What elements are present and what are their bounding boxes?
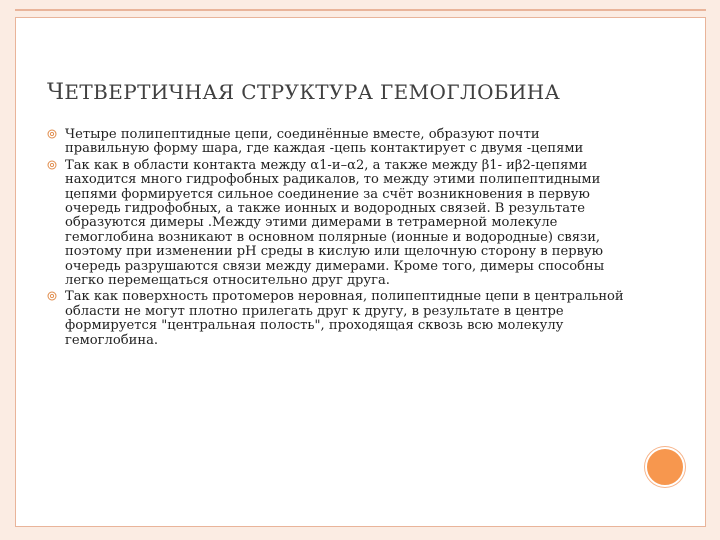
bullet-text: Четыре полипептидные цепи, соединённые вместе, образуют почти правильную форму шара, где каждая -цепь контактирует с двумя -цепями bbox=[65, 127, 584, 157]
top-divider bbox=[15, 9, 706, 11]
circle-flower-bullet-icon bbox=[47, 291, 57, 301]
bullet-text: Так как поверхность протомеров неровная, полипептидные цепи в центральной области не могут плотно прилегать друг к другу, в результате в центре формируется "центральная полость", проходящая сквозь всю молекулу гемоглобина. bbox=[65, 289, 624, 348]
title-first-letter: Ч bbox=[47, 80, 65, 105]
list-item bbox=[47, 159, 627, 289]
list-item bbox=[47, 128, 627, 157]
circle-flower-bullet-icon bbox=[47, 129, 57, 139]
orange-circle-icon bbox=[645, 447, 685, 487]
title-rest: ЕТВЕРТИЧНАЯ СТРУКТУРА ГЕМОГЛОБИНА bbox=[64, 80, 561, 104]
bullet-text: Так как в области контакта между α1-и–α2, а также между β1- иβ2-цепями находится много гидрофобных радикалов, то между этими полипептидными цепями формируется сильное соединение за счёт возникновения в первую очередь гидрофобных, а также ионных и водородных связей. В результате образуются димеры .Между этими димерами в тетрамерной молекуле гемоглобина возникают в основном полярные (ионные и водородные) связи, поэтому при изменении рН среды в кислую или щелочную сторону в первую очередь разрушаются связи между димерами. Кроме того, димеры способны легко перемещаться относительно друг друга. bbox=[65, 157, 605, 289]
page-title bbox=[47, 80, 667, 105]
bullet-list bbox=[47, 128, 627, 350]
list-item bbox=[47, 290, 627, 348]
circle-flower-bullet-icon bbox=[47, 160, 57, 170]
